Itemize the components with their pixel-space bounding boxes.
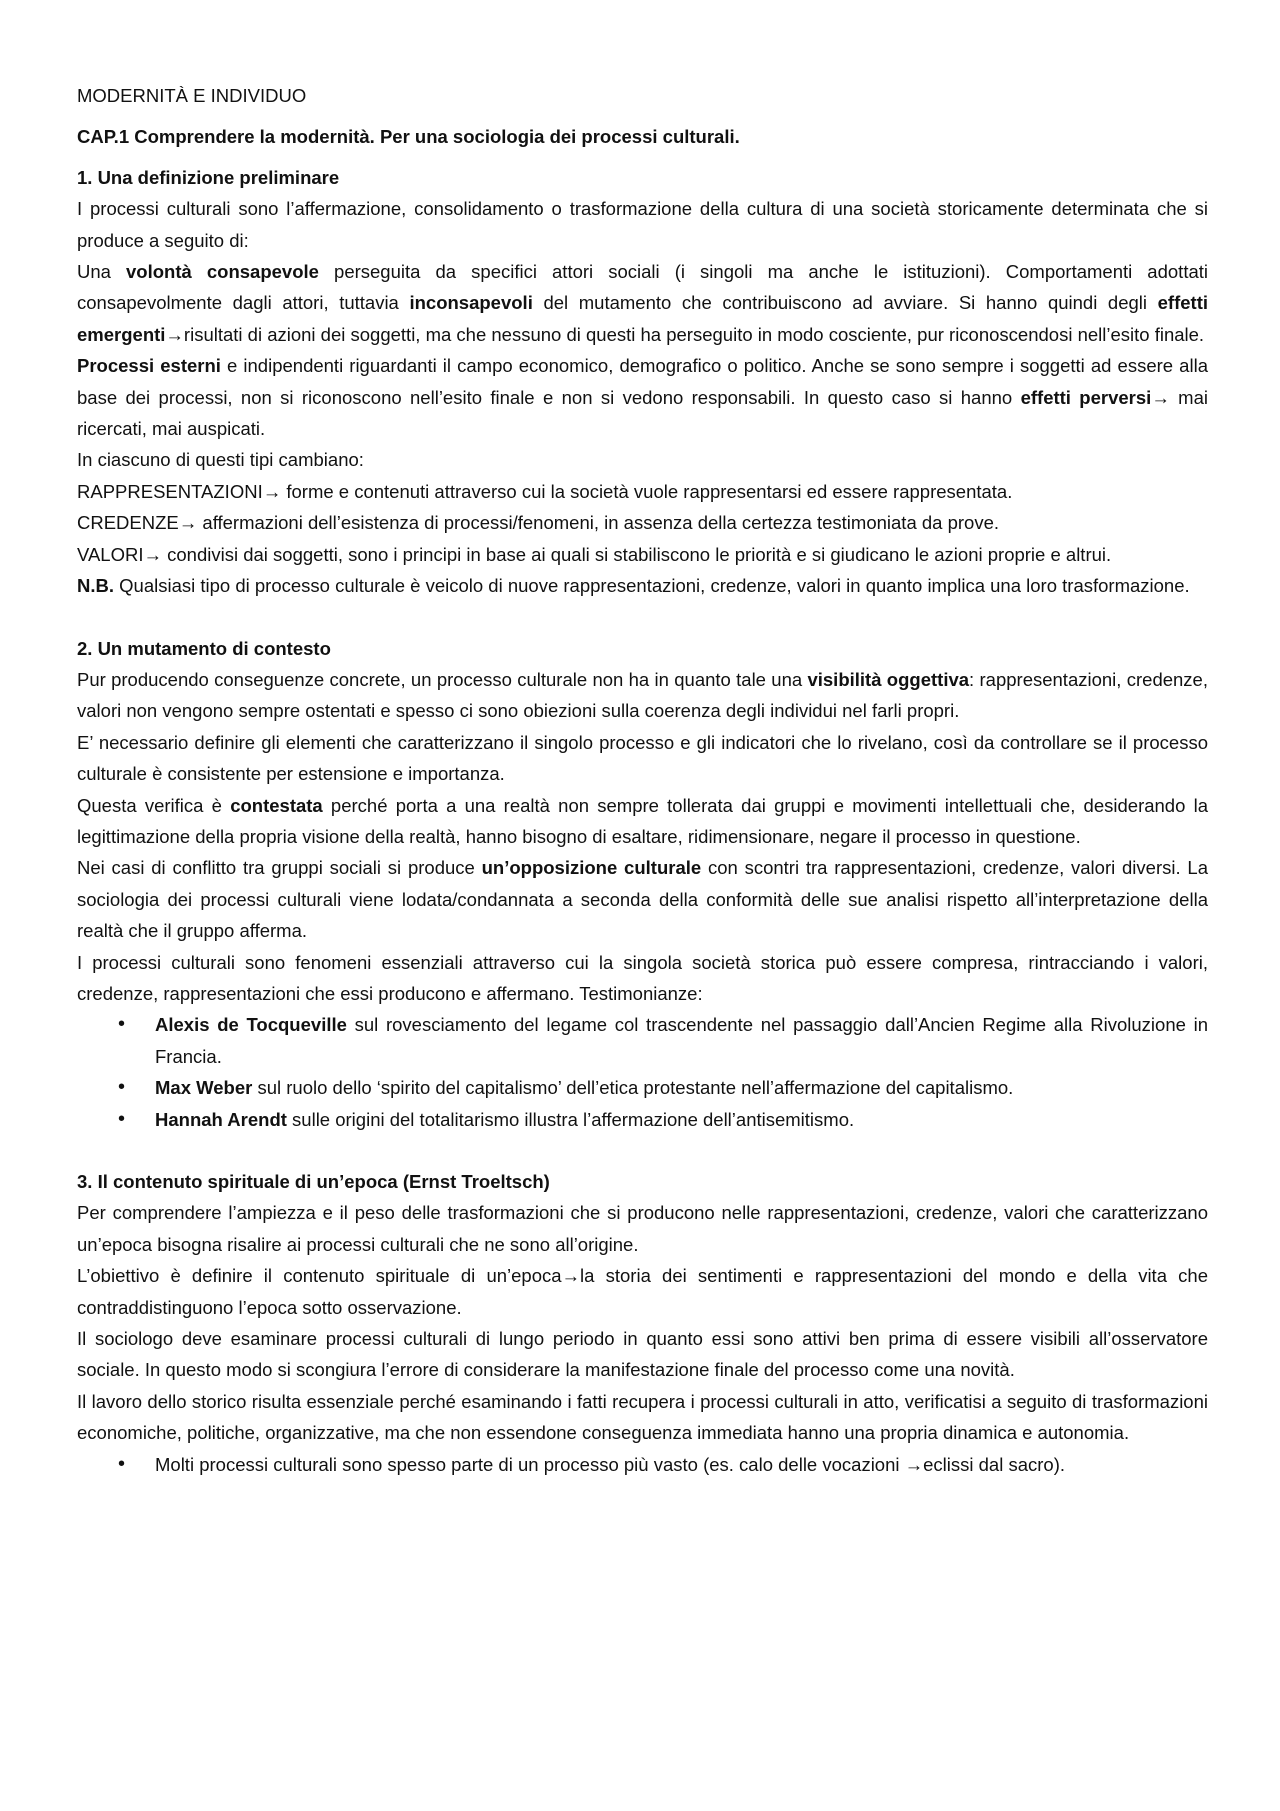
text-run: del mutamento che contribuiscono ad avviare. Si hanno quindi degli bbox=[532, 292, 1158, 314]
section-1-heading: 1. Una definizione preliminare bbox=[77, 166, 340, 188]
list-item bbox=[155, 1072, 1208, 1103]
section-3-heading: 3. Il contenuto spirituale di un’epoca (Ernst Troeltsch) bbox=[77, 1171, 550, 1192]
paragraph bbox=[77, 350, 1208, 444]
text-run: : rappresentazioni, credenze, valori non vengono sempre ostentati e spesso ci sono obiezioni sulla coerenza degli individui nel farli propri. bbox=[77, 668, 1208, 722]
paragraph bbox=[77, 256, 1208, 350]
spacer bbox=[77, 1135, 1208, 1166]
paragraph: CREDENZE→ affermazioni dell’esistenza di processi/fenomeni, in assenza della certezza testimoniata da prove. bbox=[77, 512, 1000, 534]
bold-term: Hannah Arendt bbox=[155, 1108, 287, 1130]
text-run: sulle origini del totalitarismo illustra l’affermazione dell’antisemitismo. bbox=[286, 1108, 855, 1130]
text-run: →risultati di azioni dei soggetti, ma che nessuno di questi ha perseguito in modo cosciente, pur riconoscendosi nell’esito finale. bbox=[165, 323, 1205, 345]
paragraph: I processi culturali sono l’affermazione, consolidamento o trasformazione della cultura di una società storicamente determinata che si produce a seguito di: bbox=[77, 198, 1208, 251]
text-run: perché porta a una realtà non sempre tollerata dai gruppi e movimenti intellettuali che, desiderando la legittimazione della propria visione della realtà, hanno bisogno di esaltare, ridimensionare, negare il processo in questione. bbox=[77, 794, 1209, 847]
section-3 bbox=[77, 1166, 1208, 1480]
paragraph: RAPPRESENTAZIONI→ forme e contenuti attraverso cui la società vuole rappresentarsi ed essere rappresentata. bbox=[77, 480, 1013, 502]
paragraph bbox=[77, 664, 1208, 727]
text-run: Questa verifica è bbox=[77, 794, 231, 816]
list-item bbox=[155, 1009, 1208, 1072]
text-run: sul ruolo dello ‘spirito del capitalismo’ dell’etica protestante nell’affermazione del capitalismo. bbox=[252, 1077, 1014, 1099]
bullet-list bbox=[77, 1449, 1208, 1480]
bullet-list bbox=[77, 1009, 1208, 1135]
text-run: con scontri tra rappresentazioni, credenze, valori diversi. La sociologia dei processi culturali viene lodata/condannata a seconda della conformità delle sue analisi rispetto all’interpretazione della realtà che il gruppo afferma. bbox=[77, 857, 1208, 942]
paragraph: E’ necessario definire gli elementi che caratterizzano il singolo processo e gli indicatori che lo rivelano, così da controllare se il processo culturale è consistente per estensione e importanza. bbox=[77, 731, 1208, 785]
paragraph: Il lavoro dello storico risulta essenziale perché esaminando i fatti recupera i processi culturali in atto, verificatisi a seguito di trasformazioni economiche, politiche, organizzative, ma che non essendone conseguenza immediata hanno una propria dinamica e autonomia. bbox=[77, 1390, 1208, 1444]
paragraph: In ciascuno di questi tipi cambiano: bbox=[77, 449, 364, 471]
document-title: MODERNITÀ E INDIVIDUO bbox=[77, 85, 307, 106]
bold-term: effetti perversi bbox=[1020, 386, 1152, 408]
bold-term: Processi esterni bbox=[77, 355, 221, 377]
paragraph: Il sociologo deve esaminare processi culturali di lungo periodo in quanto essi sono attivi ben prima di essere visibili all’osservatore sociale. In questo modo si scongiura l’errore di considerare la manifestazione finale del processo come una novità. bbox=[77, 1328, 1208, 1381]
bold-term: inconsapevoli bbox=[409, 292, 533, 314]
paragraph: Per comprendere l’ampiezza e il peso delle trasformazioni che si producono nelle rappresentazioni, credenze, valori che caratterizzano un’epoca bisogna risalire ai processi culturali che ne sono all’origine. bbox=[77, 1202, 1208, 1255]
text-run: Qualsiasi tipo di processo culturale è veicolo di nuove rappresentazioni, credenze, valori in quanto implica una loro trasformazione. bbox=[114, 575, 1190, 597]
text-run: perseguita da specifici attori sociali (i singoli ma anche le istituzioni). Comportamenti adottati consapevolmente dagli attori, tuttavia bbox=[77, 261, 1208, 314]
section-2-heading: 2. Un mutamento di contesto bbox=[77, 637, 331, 659]
paragraph: VALORI→ condivisi dai soggetti, sono i principi in base ai quali si stabiliscono le priorità e si giudicano le azioni proprie e altrui. bbox=[77, 543, 1112, 565]
list-item bbox=[155, 1104, 1208, 1135]
section-2 bbox=[77, 633, 1208, 1136]
bold-term: volontà consapevole bbox=[126, 261, 319, 283]
paragraph bbox=[77, 790, 1208, 853]
bold-term: Alexis de Tocqueville bbox=[155, 1014, 347, 1036]
bold-term: N.B. bbox=[77, 575, 114, 597]
spacer bbox=[77, 602, 1208, 633]
list-item: • Molti processi culturali sono spesso parte di un processo più vasto (es. calo delle vocazioni →eclissi dal sacro). bbox=[155, 1449, 1208, 1480]
bold-term: visibilità oggettiva bbox=[807, 668, 970, 690]
text-run: Una bbox=[77, 261, 127, 283]
bold-term: un’opposizione culturale bbox=[481, 857, 702, 879]
text-run: sul rovesciamento del legame col trascendente nel passaggio dall’Ancien Regime alla Rivoluzione in Francia. bbox=[155, 1014, 1208, 1067]
text-run: Nei casi di conflitto tra gruppi sociali si produce bbox=[77, 857, 482, 879]
chapter-title: CAP.1 Comprendere la modernità. Per una sociologia dei processi culturali. bbox=[77, 126, 740, 148]
paragraph: I processi culturali sono fenomeni essenziali attraverso cui la singola società storica può essere compresa, rintracciando i valori, credenze, rappresentazioni che essi producono e affermano. Testimonianze: bbox=[77, 951, 1208, 1004]
section-1 bbox=[77, 162, 1208, 602]
bold-term: effetti emergenti bbox=[77, 292, 1209, 345]
bold-term: contestata bbox=[230, 794, 323, 816]
paragraph bbox=[77, 570, 1208, 601]
text-run: Pur producendo conseguenze concrete, un processo culturale non ha in quanto tale una bbox=[77, 668, 808, 690]
text-run: e indipendenti riguardanti il campo economico, demografico o politico. Anche se sono sempre i soggetti ad essere alla base dei processi, non si riconoscono nell’esito finale e non si vedono responsabili. In questo caso si hanno bbox=[77, 355, 1208, 408]
paragraph bbox=[77, 852, 1208, 946]
bold-term: Max Weber bbox=[155, 1077, 253, 1099]
text-run: → mai ricercati, mai auspicati. bbox=[77, 386, 1208, 440]
paragraph: L’obiettivo è definire il contenuto spirituale di un’epoca→la storia dei sentimenti e rappresentazioni del mondo e della vita che contraddistinguono l’epoca sotto osservazione. bbox=[77, 1265, 1208, 1318]
